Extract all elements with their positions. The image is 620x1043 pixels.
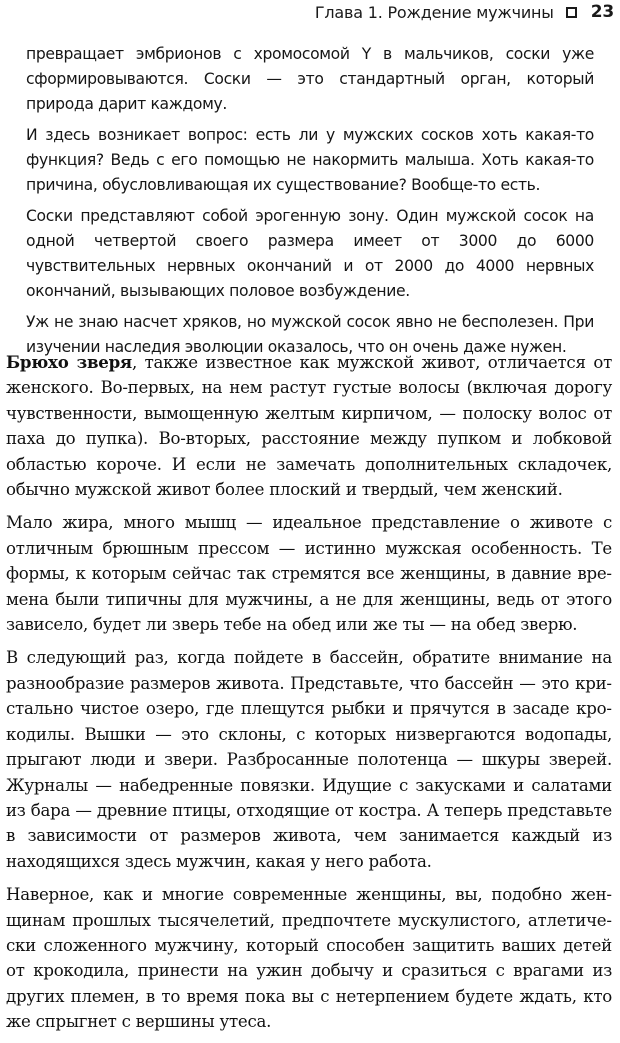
chapter-title: Глава 1. Рождение мужчины — [314, 2, 554, 22]
sidebar-paragraph: Соски представляют собой эрогенную зону. Один мужской сосок на одной четвертой своего размера имеет от 3000 до 6000 чувствительных нервных окончаний и от 2000 до 4000 нервных окончаний, вызывающих половое возбуждение. — [26, 207, 594, 300]
body-paragraph: Мало жира, много мышц — идеальное представление о животе с отличным брюшным прессом — истинно мужская особенность. Те формы, к которым сейчас так стремятся все женщины, в давние времена были типичны для мужчины, а не для женщины, ведь от этого зависело, будет ли зверь тебе на обед или же ты — на обед зверю. — [6, 513, 612, 635]
sidebar-paragraph: превращает эмбрионов с хромосомой Y в мальчиков, соски уже сформировываются. Соски — это стандартный орган, который природа дарит каждому. — [26, 45, 594, 113]
body-paragraph: В следующий раз, когда пойдете в бассейн, обратите внимание на разнообразие размеров живота. Представьте, что бассейн — это кристально чистое озеро, где плещутся рыбки и прячутся в засаде крокодилы. Вышки — это склоны, с которых низвергаются водопады, прыгают люди и звери. Разбросанные полотенца — шкуры зверей. Журналы — набедренные повязки. Идущие с закусками и салатами из бара — древние птицы, отходящие от костра. А теперь представьте в зависимости от размеров живота, чем занимается каждый из находящихся здесь мужчин, какая у него работа. — [6, 648, 612, 871]
square-bullet-icon — [566, 7, 577, 18]
sidebar-paragraph: Уж не знаю насчет хряков, но мужской сосок явно не бесполезен. При изучении наследия эволюции оказалось, что он очень даже нужен. — [26, 313, 594, 356]
body-paragraph: Наверное, как и многие современные женщины, вы, подобно женщинам прошлых тысячелетий, предпочтете мускулистого, атлетически сложенного мужчину, который способен защитить ваших детей от крокодила, принести на ужин добычу и сразиться с врагами из других племен, в то время пока вы с нетерпением будете ждать, кто же спрыгнет с вершины утеса. — [6, 885, 612, 1032]
running-header — [315, 2, 614, 22]
sidebar-paragraph: И здесь возникает вопрос: есть ли у мужских сосков хоть какая-то функция? Ведь с его помощью не накормить малыша. Хоть какая-то причина, обусловливающая их существование? Вообще-то есть. — [26, 126, 594, 194]
section-lead-term: Брюхо зверя — [6, 352, 132, 372]
body-paragraph — [6, 350, 612, 502]
page-number: 23 — [590, 2, 614, 22]
main-text — [6, 350, 612, 1043]
paragraph-text: , также известное как мужской живот, отличается от женского. Во-первых, на нем растут густые волосы (включая дорогу чувственности, вымощенную желтым кирпичом, — полоску волос от паха до пупка). Во-вторых, расстояние между пупком и лобковой областью короче. И если не замечать дополнительных складочек, обычно мужской живот более плоский и твердый, чем женский. — [6, 353, 612, 500]
sidebar-box — [26, 42, 594, 366]
